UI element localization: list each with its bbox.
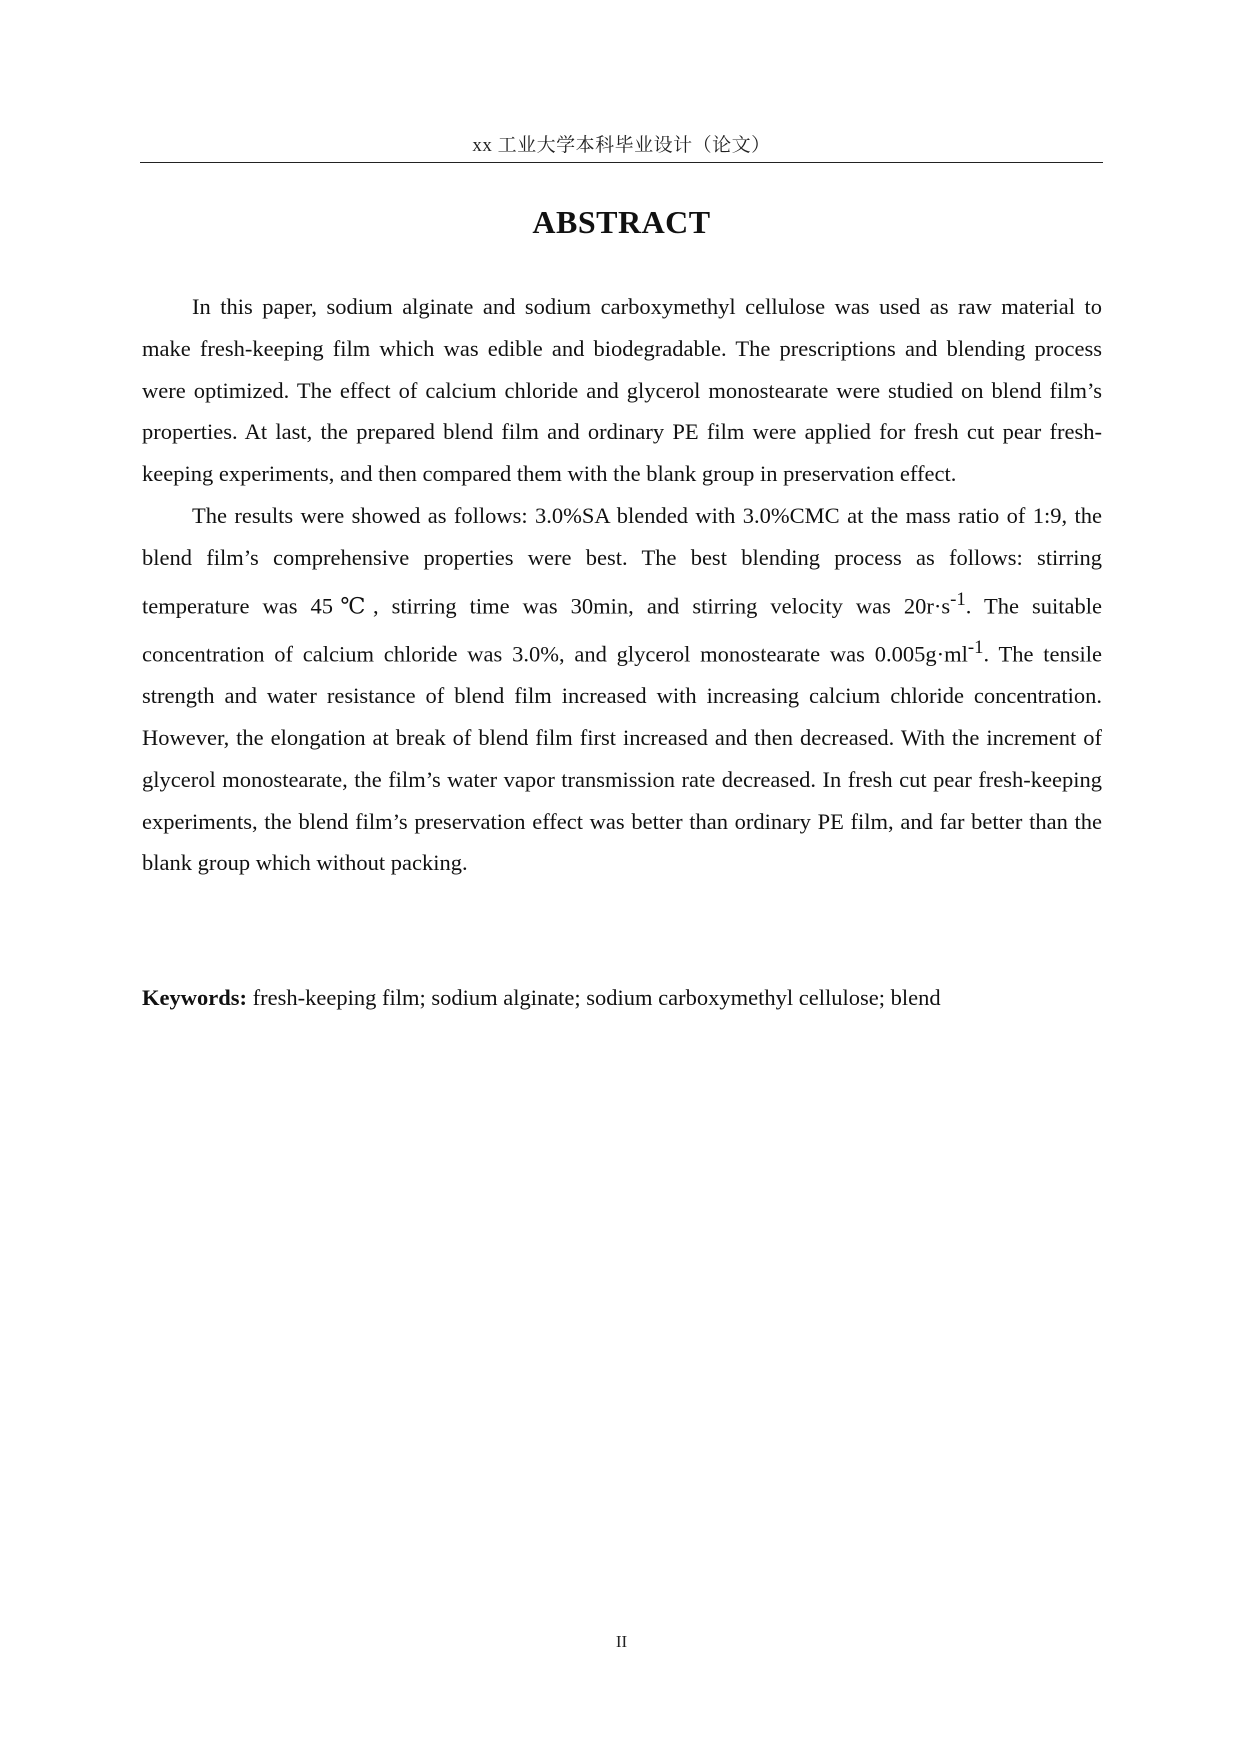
paragraph-2-segment-2: . The suitable concentration of calcium chloride was 3.0%, and glycerol monostearate was 0.005g·ml (142, 593, 1102, 667)
abstract-paragraph-1-line-3: and blending process were optimized. The effect of calcium chloride and glycerol (142, 335, 1102, 403)
superscript-velocity-unit: -1 (950, 588, 966, 610)
abstract-paragraph-1 (142, 286, 1102, 495)
page-header: xx 工业大学本科毕业设计（论文） (472, 135, 771, 156)
abstract-paragraph-1-line-6: them with the blank group in preservation effect. (516, 461, 957, 487)
abstract-paragraph-1-line-1: In this paper, sodium alginate and sodium carboxymethyl cellulose was used as raw (192, 294, 992, 319)
abstract-paragraph-2 (142, 495, 1102, 884)
keywords-line (142, 978, 1102, 1018)
paragraph-2-segment-1: The results were showed as follows: 3.0%SA blended with 3.0%CMC at the mass ratio of 1:9, the blend film’s comprehensive properties were best. The best blending process as follows: stirring temperature was 45℃, stirring time was 30min, and stirring velocity was 20r·s (142, 502, 1102, 619)
keywords-text: fresh-keeping film; sodium alginate; sodium carboxymethyl cellulose; blend (252, 985, 941, 1010)
abstract-title: ABSTRACT (532, 204, 711, 240)
abstract-paragraph-1-line-4: monostearate were studied on blend film’s properties. At last, the prepared blend film and (142, 377, 1102, 445)
paragraph-2-segment-3: . The tensile strength and water resistance of blend film increased with increasing calcium chloride concentration. However, the elongation at break of blend film first increased and then decreased. With the increment of glycerol monostearate, the film’s water vapor transmission rate decreased. In fresh cut pear fresh-keeping experiments, the blend film’s preservation effect was better than ordinary PE film, and far better than the blank group which without packing. (142, 641, 1102, 876)
keywords-label: Keywords: (142, 985, 247, 1010)
superscript-concentration-unit: -1 (967, 636, 984, 658)
page-number: II (615, 1632, 628, 1651)
abstract-paragraph-1-line-2: material to make fresh-keeping film which was edible and biodegradable. The prescriptions (142, 294, 1102, 361)
abstract-paragraph-1-line-5: ordinary PE film were applied for fresh cut pear fresh-keeping experiments, and then compared (142, 419, 1103, 487)
header-rule (140, 162, 1103, 163)
abstract-body (142, 286, 1102, 884)
